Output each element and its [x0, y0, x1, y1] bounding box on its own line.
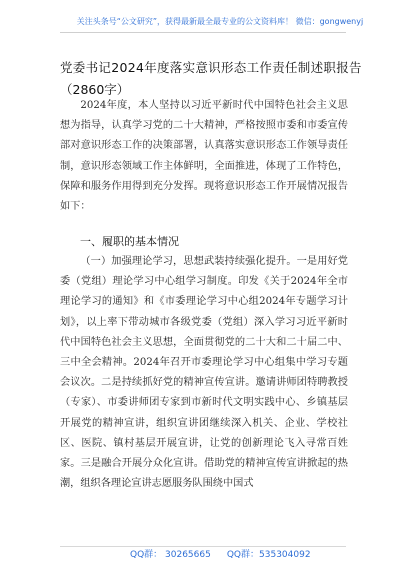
footer-qq-group-1: QQ群： 30265665: [130, 550, 211, 560]
section-body-paragraph: （一）加强理论学习，思想武装持续强化提升。一是用好党委（党组）理论学习中心组学习制度。印发《关于2024年全市理论学习的通知》和《市委理论学习中心组2024年专题学习计划》，以上率下带动城市各级党委（党组）深入学习习近平新时代中国特色社会主义思想，全面贯彻党的二十大和二十届二中、三中全会精神。2024年召开市委理论学习中心组集中学习专题会议次。二是持续抓好党的精神宣传宣讲。邀请讲师团特聘教授（专家）、市委讲师团专家到市新时代文明实践中心、乡镇基层开展党的精神宣讲，组织宣讲团继续深入机关、企业、学校社区、医院、镇村基层开展宣讲，让党的创新理论飞入寻常百姓家。三是融合开展分众化宣讲。借助党的精神宣传宣讲掀起的热潮，组织各理论宣讲志愿服务队围绕中国式: [60, 256, 348, 490]
header-divider: [60, 32, 346, 33]
intro-paragraph: 2024年度，本人坚持以习近平新时代中国特色社会主义思想为指导，认真学习党的二十大精神，严格按照市委和市委宣传部对意识形态工作的决策部署，认真落实意识形态工作领导责任制，意识形态领域工作主体鲜明，全面推进，体现了工作特色，保障和服务作用得到充分发挥。现将意识形态工作开展情况报告如下：: [60, 100, 348, 213]
document-title: 党委书记2024年度落实意识形态工作责任制述职报告: [60, 60, 362, 75]
footer-qq-group-2: QQ群：535304092: [226, 550, 311, 560]
word-count: （2860字）: [60, 82, 130, 97]
section-heading: 一、履职的基本情况: [80, 235, 179, 248]
footer: [130, 547, 310, 560]
header-banner: 关注头条号“公文研究”，获得最新最全最专业的公文资料库！ 微信：gongwenyj: [76, 17, 364, 26]
